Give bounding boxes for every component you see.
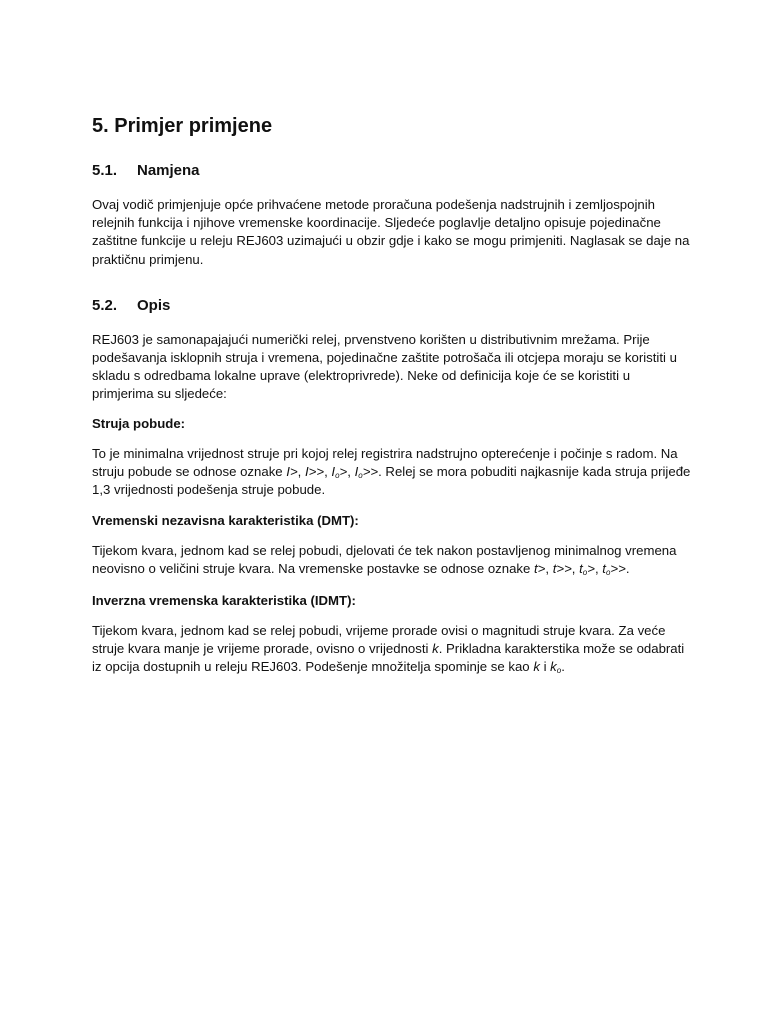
section-heading-namjena <box>92 160 692 182</box>
page-title: 5. Primjer primjene <box>92 115 273 137</box>
struja-pobude-paragraph: To je minimalna vrijednost struje pri kojoj relej registrira nadstrujno opterećenje i počinje s radom. Na struju pobude se odnose oznake I>, I>>, $I_o>$, $I_o>>$. Relej se mora pobuditi najkasnije kada struja prijeđe 1,3 vrijednosti podešenja struje pobude. <box>92 445 691 498</box>
subheading-struja-pobude: Struja pobude: <box>92 415 186 431</box>
section-title: Opis <box>137 296 171 314</box>
namjena-paragraph: Ovaj vodič primjenjuje opće prihvaćene metode proračuna podešenja nadstrujnih i zemljospojnih relejnih funkcija i njihove vremenske koordinacije. Sljedeće poglavlje detaljno opisuje pojedinačne zaštitne funkcije u releju REJ603 uzimajući u obzir gdje i kako se mogu primjeniti. Naglasak se daje na praktičnu primjenu. <box>92 197 690 267</box>
section-title: Namjena <box>137 162 200 179</box>
document-page <box>92 112 692 676</box>
idmt-paragraph: Tijekom kvara, jednom kad se relej pobudi, vrijeme prorade ovisi o magnitudi struje kvara. Za veće struje kvara manje je vrijeme prorade, ovisno o vrijednosti k. Prikladna karakterstika može se odabrati iz opcija dostupnih u releju REJ603. Podešenje množitelja spominje se kao k i $k_o$. <box>92 622 685 676</box>
opis-paragraph: REJ603 je samonapajajući numerički relej, prvenstveno korišten u distributivnim mrežama. Prije podešavanja isklopnih struja i vremena, pojedinačne zaštite potrošača ili otcjepa moraju se koristiti u skladu s odredbama lokalne uprave (elektroprivrede). Neke od definicija koje će se koristiti u primjerima su sljedeće: <box>92 331 677 402</box>
dmt-paragraph: Tijekom kvara, jednom kad se relej pobudi, djelovati će tek nakon postavljenog minimalnog vremena neovisno o veličini struje kvara. Na vremenske postavke se odnose oznake t>, t>>, $t_o>$, $t_o>>$. <box>92 543 677 578</box>
subheading-idmt: Inverzna vremenska karakteristika (IDMT): <box>92 592 356 608</box>
section-heading-opis <box>92 295 692 317</box>
section-number: 5.1. <box>92 162 118 179</box>
subheading-dmt: Vremenski nezavisna karakteristika (DMT): <box>92 513 359 529</box>
section-number: 5.2. <box>92 296 118 314</box>
